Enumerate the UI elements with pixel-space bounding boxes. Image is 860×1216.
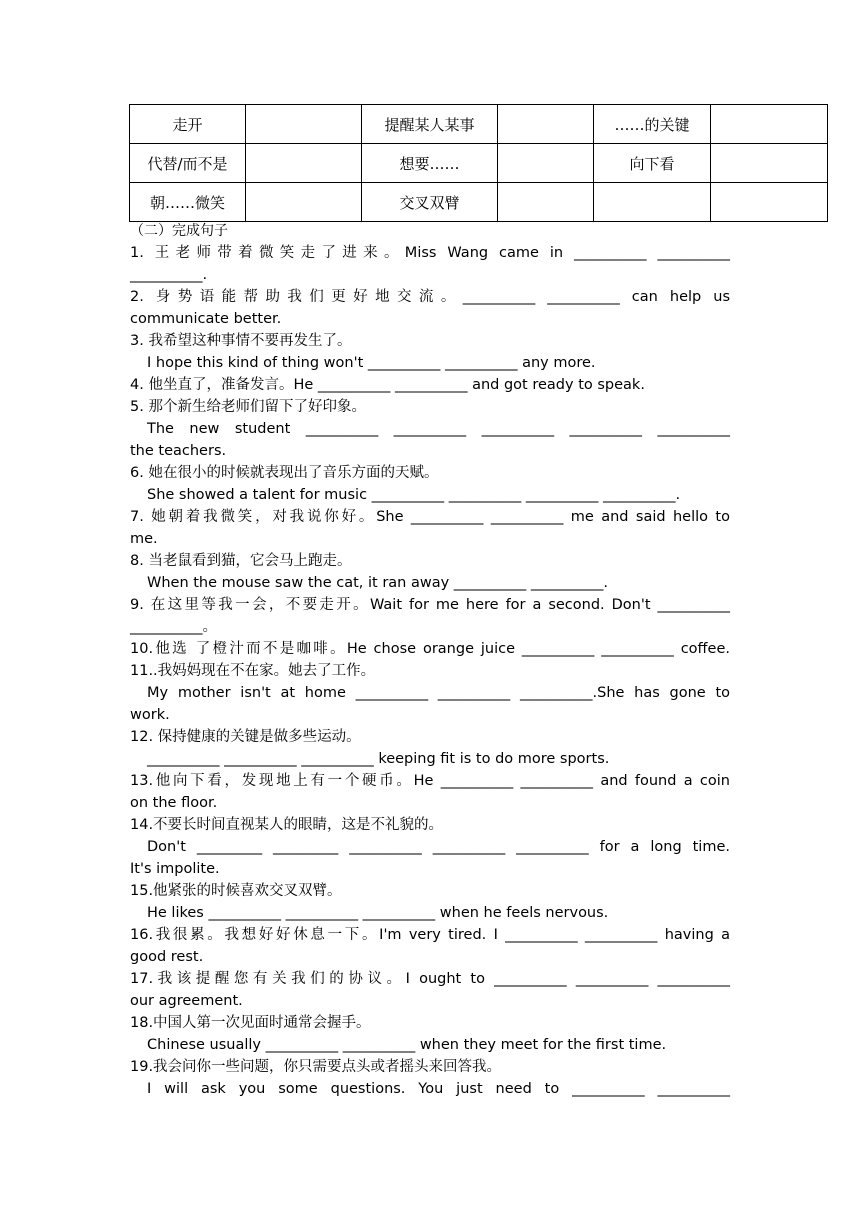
- answer-cell[interactable]: [711, 183, 828, 222]
- question-line: our agreement.: [130, 993, 243, 1009]
- question-line: __________。: [130, 619, 217, 635]
- question-line: The new student __________ __________ __________ __________ __________: [147, 421, 730, 437]
- table-row: [130, 105, 828, 144]
- table-cell: 交叉双臂: [362, 183, 498, 222]
- question-line: 16.我很累。我想好好休息一下。I'm very tired. I __________ __________ having a: [130, 927, 730, 943]
- table-cell: ……的关键: [594, 105, 711, 144]
- question-line: the teachers.: [130, 443, 227, 459]
- table-cell: 朝……微笑: [130, 183, 246, 222]
- exercise-body: [130, 220, 730, 1100]
- table-cell: [594, 183, 711, 222]
- question-line: 15.他紧张的时候喜欢交叉双臂。: [130, 883, 342, 899]
- question-line: __________ __________ __________ keeping fit is to do more sports.: [147, 751, 610, 767]
- question-line: 2. 身势语能帮助我们更好地交流。__________ __________ can help us: [130, 289, 730, 305]
- table-cell: 走开: [130, 105, 246, 144]
- answer-cell[interactable]: [711, 144, 828, 183]
- question-line: I will ask you some questions. You just need to __________ __________: [147, 1081, 730, 1097]
- question-line: She showed a talent for music __________ __________ __________ __________.: [147, 487, 681, 503]
- answer-cell[interactable]: [498, 105, 594, 144]
- question-line: 6. 她在很小的时候就表现出了音乐方面的天赋。: [130, 465, 439, 481]
- question-line: 18.中国人第一次见面时通常会握手。: [130, 1015, 371, 1031]
- question-line: good rest.: [130, 949, 204, 965]
- question-line: 14.不要长时间直视某人的眼睛，这是不礼貌的。: [130, 817, 444, 833]
- question-line: communicate better.: [130, 311, 282, 327]
- question-line: 13.他向下看，发现地上有一个硬币。He __________ __________ and found a coin: [130, 773, 730, 789]
- section-title: （二）完成句子: [130, 223, 228, 239]
- question-line: __________.: [130, 267, 208, 283]
- question-line: He likes __________ __________ __________ when he feels nervous.: [147, 905, 609, 921]
- question-line: 11..我妈妈现在不在家。她去了工作。: [130, 663, 376, 679]
- question-line: 4. 他坐直了，准备发言。He __________ __________ and got ready to speak.: [130, 377, 645, 393]
- table-row: [130, 183, 828, 222]
- table-cell: 向下看: [594, 144, 711, 183]
- question-line: on the floor.: [130, 795, 218, 811]
- question-line: 9. 在这里等我一会，不要走开。Wait for me here for a second. Don't __________: [130, 597, 730, 613]
- answer-cell[interactable]: [246, 183, 362, 222]
- answer-cell[interactable]: [246, 144, 362, 183]
- question-line: me.: [130, 531, 158, 547]
- question-line: 17.我该提醒您有关我们的协议。I ought to __________ __________ __________: [130, 971, 730, 987]
- table-row: [130, 144, 828, 183]
- table-cell: 提醒某人某事: [362, 105, 498, 144]
- question-line: My mother isn't at home __________ __________ __________.She has gone to: [147, 685, 730, 701]
- question-line: 12. 保持健康的关键是做多些运动。: [130, 729, 361, 745]
- answer-cell[interactable]: [711, 105, 828, 144]
- question-line: 10.他选 了橙汁而不是咖啡。He chose orange juice __________ __________ coffee.: [130, 641, 730, 657]
- question-line: work.: [130, 707, 170, 723]
- table-cell: 代替/而不是: [130, 144, 246, 183]
- question-line: 7. 她朝着我微笑，对我说你好。She __________ __________ me and said hello to: [130, 509, 730, 525]
- answer-cell[interactable]: [498, 144, 594, 183]
- question-line: Don't _________ _________ __________ __________ __________ for a long time.: [147, 839, 730, 855]
- question-line: 5. 那个新生给老师们留下了好印象。: [130, 399, 366, 415]
- table-cell: 想要……: [362, 144, 498, 183]
- question-line: 8. 当老鼠看到猫，它会马上跑走。: [130, 553, 352, 569]
- answer-cell[interactable]: [246, 105, 362, 144]
- question-line: It's impolite.: [130, 861, 220, 877]
- question-line: I hope this kind of thing won't __________ __________ any more.: [147, 355, 596, 371]
- question-line: When the mouse saw the cat, it ran away __________ __________.: [147, 575, 609, 591]
- answer-cell[interactable]: [498, 183, 594, 222]
- question-line: 19.我会问你一些问题，你只需要点头或者摇头来回答我。: [130, 1059, 502, 1075]
- question-line: 3. 我希望这种事情不要再发生了。: [130, 333, 352, 349]
- vocabulary-table: [129, 104, 828, 222]
- question-line: 1. 王老师带着微笑走了进来。Miss Wang came in __________ __________: [130, 245, 730, 261]
- question-line: Chinese usually __________ __________ when they meet for the first time.: [147, 1037, 667, 1053]
